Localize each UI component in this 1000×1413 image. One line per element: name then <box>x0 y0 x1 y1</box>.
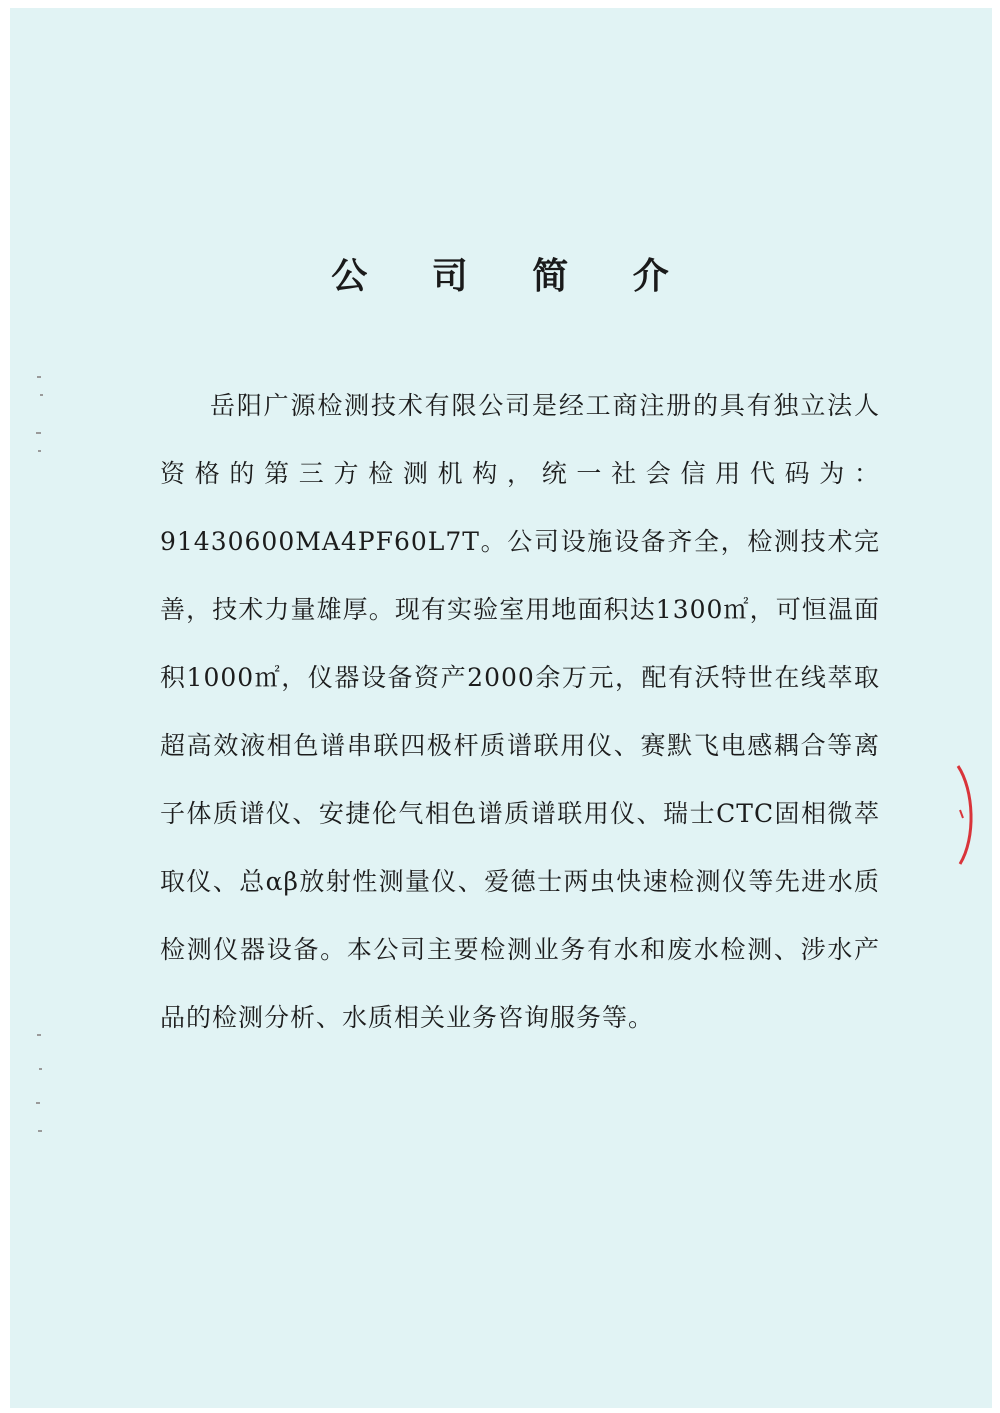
company-description: 岳阳广源检测技术有限公司是经工商注册的具有独立法人资格的第三方检测机构，统一社会信用代码为：91430600MA4PF60L7T。公司设施设备齐全，检测技术完善，技术力量雄厚。现有实验室用地面积达1300㎡，可恒温面积1000㎡，仪器设备资产2000余万元，配有沃特世在线萃取超高效液相色谱串联四极杆质谱联用仪、赛默飞电感耦合等离子体质谱仪、安捷伦气相色谱质谱联用仪、瑞士CTC固相微萃取仪、总αβ放射性测量仪、爱德士两虫快速检测仪等先进水质检测仪器设备。本公司主要检测业务有水和废水检测、涉水产品的检测分析、水质相关业务咨询服务等。 <box>160 391 880 1032</box>
scan-mark <box>38 1130 42 1132</box>
scan-mark <box>37 1034 41 1036</box>
seal-tick <box>960 810 963 818</box>
scan-mark <box>40 394 43 396</box>
scan-mark <box>39 1068 42 1070</box>
scan-mark <box>37 376 41 378</box>
scan-mark <box>38 450 41 452</box>
seal-arc <box>958 766 971 864</box>
page-title: 公 司 简 介 <box>331 256 695 297</box>
scan-mark <box>36 1102 40 1104</box>
scan-mark <box>36 432 41 434</box>
company-seal-fragment <box>930 760 990 870</box>
